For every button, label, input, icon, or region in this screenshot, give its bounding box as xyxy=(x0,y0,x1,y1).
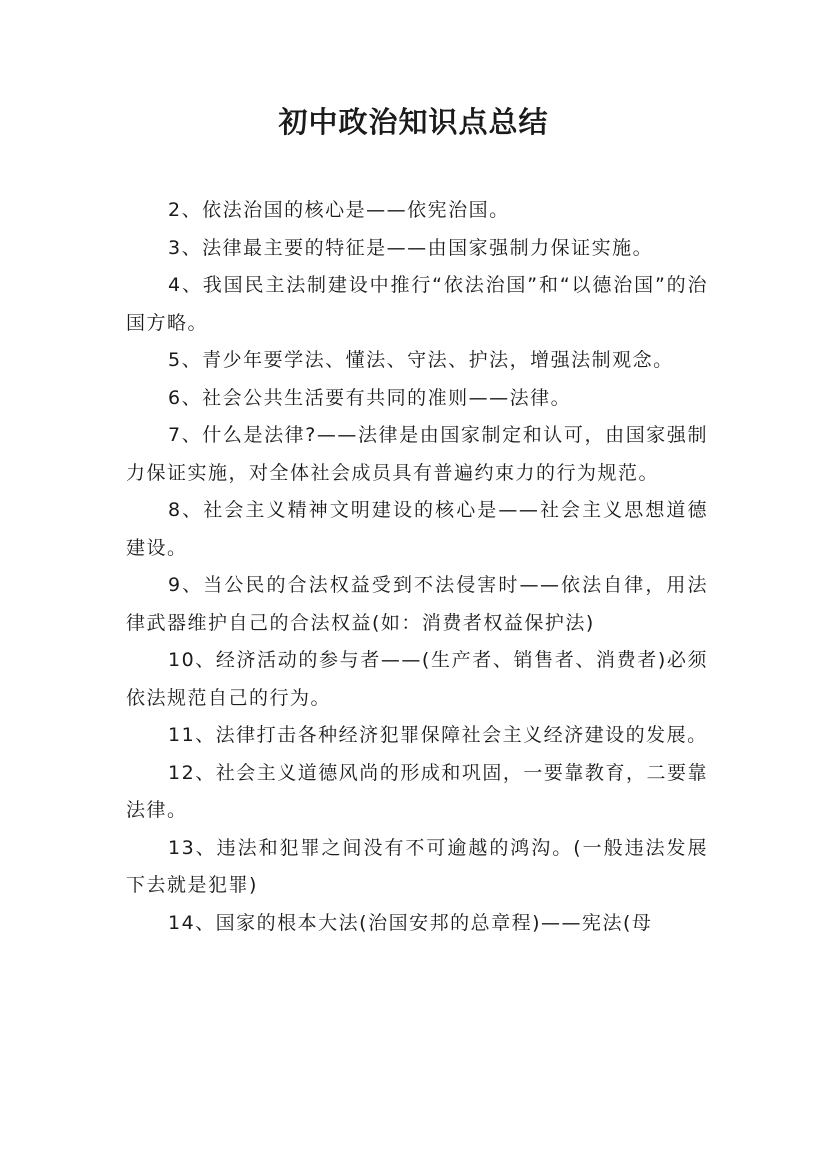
paragraph-item-8: 8、社会主义精神文明建设的核心是——社会主义思想道德建设。 xyxy=(126,499,708,559)
paragraph-item-11: 11、法律打击各种经济犯罪保障社会主义经济建设的发展。 xyxy=(168,724,708,746)
paragraph-item-14: 14、国家的根本大法(治国安邦的总章程)——宪法(母 xyxy=(168,911,653,934)
paragraph-item-10: 10、经济活动的参与者——(生产者、销售者、消费者)必须依法规范自己的行为。 xyxy=(126,649,708,709)
paragraph-item-13: 13、违法和犯罪之间没有不可逾越的鸿沟。(一般违法发展下去就是犯罪) xyxy=(126,836,708,896)
paragraph-item-12: 12、社会主义道德风尚的形成和巩固，一要靠教育，二要靠法律。 xyxy=(126,761,708,821)
paragraph-item-5: 5、青少年要学法、懂法、守法、护法，增强法制观念。 xyxy=(168,349,674,371)
paragraph-item-9: 9、当公民的合法权益受到不法侵害时——依法自律，用法律武器维护自己的合法权益(如：消费者权益保护法) xyxy=(126,574,708,634)
paragraph-item-4: 4、我国民主法制建设中推行“依法治国”和“以德治国”的治国方略。 xyxy=(126,274,708,334)
paragraph-item-7: 7、什么是法律?——法律是由国家制定和认可，由国家强制力保证实施，对全体社会成员具有普遍约束力的行为规范。 xyxy=(126,424,708,484)
paragraph-item-3: 3、法律最主要的特征是——由国家强制力保证实施。 xyxy=(168,236,654,259)
paragraph-item-6: 6、社会公共生活要有共同的准则——法律。 xyxy=(168,386,572,409)
document-title: 初中政治知识点总结 xyxy=(278,105,549,139)
document-body xyxy=(126,192,708,942)
paragraph-item-2: 2、依法治国的核心是——依宪治国。 xyxy=(168,199,510,221)
